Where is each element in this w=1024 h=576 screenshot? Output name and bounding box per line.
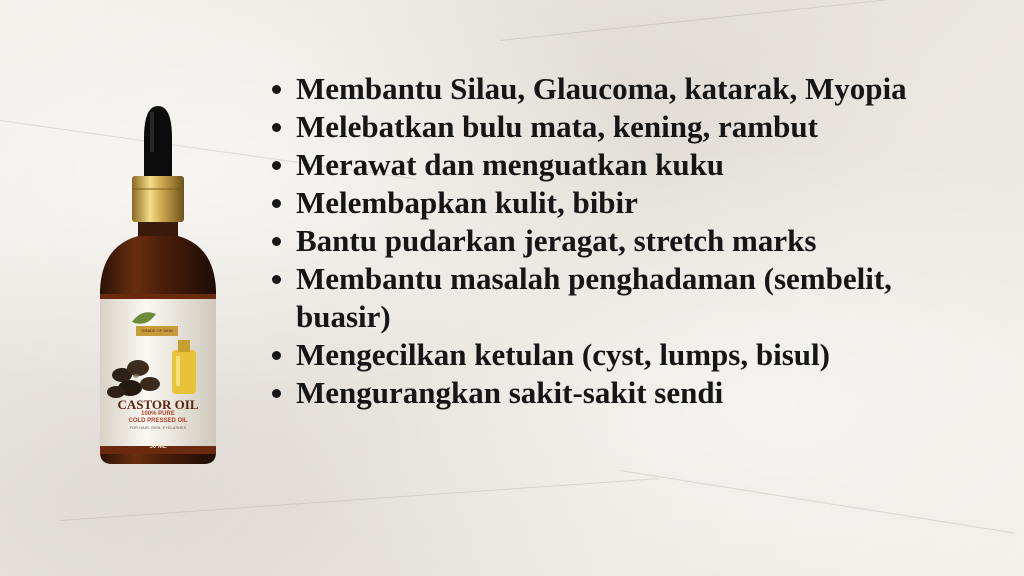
bottle-brand-tag: GRADE OF SKIN	[141, 328, 173, 333]
bottle-subline-cold-pressed: COLD PRESSED OIL	[128, 418, 188, 424]
bottle-subline-usage: FOR HAIR, SKIN, EYELASHES	[129, 425, 187, 430]
benefit-text: Mengecilkan ketulan (cyst, lumps, bisul)	[296, 337, 830, 372]
benefit-text: Mengurangkan sakit-sakit sendi	[296, 375, 724, 410]
benefit-text: Bantu pudarkan jeragat, stretch marks	[296, 223, 817, 258]
bottle-subline-pure: 100% PURE	[141, 411, 175, 417]
benefit-item	[268, 260, 968, 336]
bottle-label-text	[102, 398, 214, 452]
bullet-icon	[272, 351, 281, 360]
paper-crease	[500, 0, 1017, 41]
bottle-volume: 50 ML	[149, 444, 167, 450]
benefit-text: Membantu Silau, Glaucoma, katarak, Myopia	[296, 71, 907, 106]
benefit-text: Melebatkan bulu mata, kening, rambut	[296, 109, 818, 144]
bottle-product-name: CASTOR OIL	[117, 397, 199, 412]
bullet-icon	[272, 199, 281, 208]
bullet-icon	[272, 237, 281, 246]
benefit-text: Merawat dan menguatkan kuku	[296, 147, 725, 182]
bullet-icon	[272, 389, 281, 398]
benefit-item	[268, 184, 968, 222]
paper-crease	[60, 478, 659, 521]
paper-crease	[620, 470, 1015, 534]
bullet-icon	[272, 161, 281, 170]
bullet-icon	[272, 275, 281, 284]
benefit-text: Membantu masalah penghadaman (sembelit, buasir)	[296, 261, 892, 334]
benefit-item	[268, 336, 968, 374]
benefit-item	[268, 108, 968, 146]
benefit-item	[268, 146, 968, 184]
bullet-icon	[272, 85, 281, 94]
benefit-item	[268, 222, 968, 260]
benefits-list	[268, 70, 968, 412]
benefit-text: Melembapkan kulit, bibir	[296, 185, 638, 220]
bullet-icon	[272, 123, 281, 132]
benefit-item	[268, 70, 968, 108]
benefit-item	[268, 374, 968, 412]
